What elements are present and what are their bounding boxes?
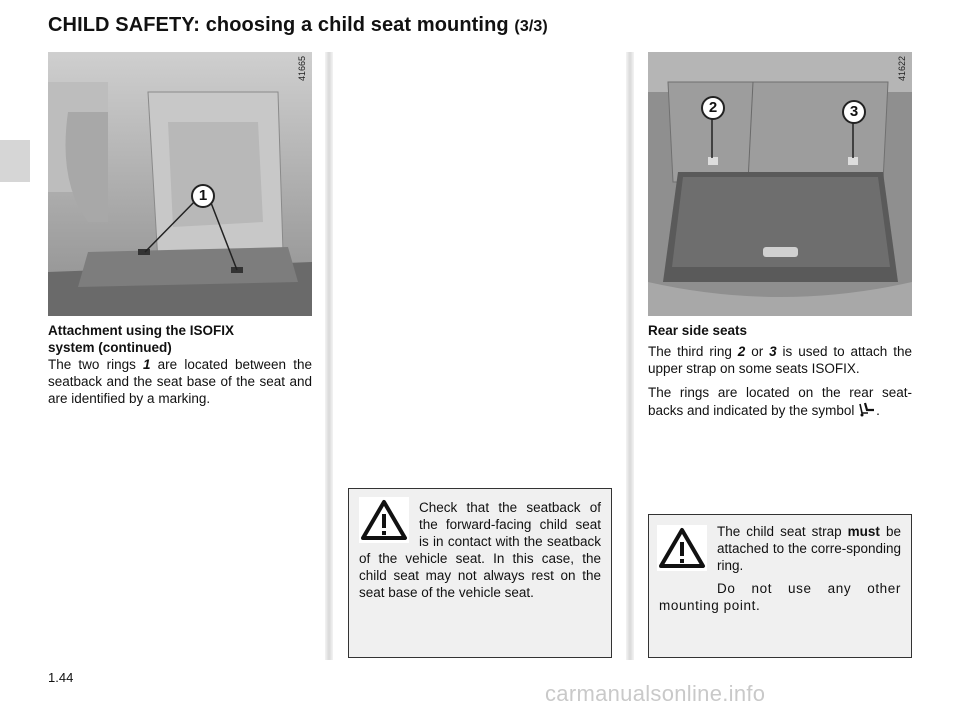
page-title-text: CHILD SAFETY: choosing a child seat mounting <box>48 14 509 36</box>
page-part: (3/3) <box>514 18 548 35</box>
warning-box <box>348 488 612 658</box>
isofix-top-tether-icon <box>858 401 876 417</box>
page-number: 1.44 <box>48 670 74 685</box>
image-code: 41665 <box>297 56 307 82</box>
warning-text: Check that the seatback of the forward-facing child seat is in contact with the seatback of the vehicle seat. In this case, the child seat may not always rest on the seat base of the vehicle seat. <box>359 500 601 600</box>
isofix-description <box>48 322 312 414</box>
callout-2: 2 <box>701 96 725 120</box>
isofix-rings-photo <box>48 52 312 316</box>
section-heading: Rear side seats <box>648 323 748 338</box>
rear-seats-description <box>648 322 912 426</box>
watermark: carmanualsonline.info <box>545 681 766 706</box>
page-title <box>48 14 548 37</box>
paragraph: The two rings 1 are located between the seatback and the seat base of the seat and are identified by a marking. <box>48 357 312 406</box>
paragraph: The third ring 2 or 3 is used to attach the upper strap on some seats ISOFIX. <box>648 344 912 376</box>
image-code: 41622 <box>897 56 907 82</box>
callout-1: 1 <box>191 184 215 208</box>
column-divider <box>626 52 634 660</box>
paragraph: The rings are located on the rear seat-backs and indicated by the symbol . <box>648 385 912 418</box>
warning-box <box>648 514 912 658</box>
section-heading: system (continued) <box>48 340 172 355</box>
warning-text: The child seat strap must be attached to the corre-sponding ring. Do not use any other mounting point. <box>659 524 901 613</box>
column-divider <box>325 52 333 660</box>
callout-3: 3 <box>842 100 866 124</box>
section-tab <box>0 140 30 182</box>
rear-seats-photo <box>648 52 912 316</box>
section-heading: Attachment using the ISOFIX <box>48 323 235 338</box>
